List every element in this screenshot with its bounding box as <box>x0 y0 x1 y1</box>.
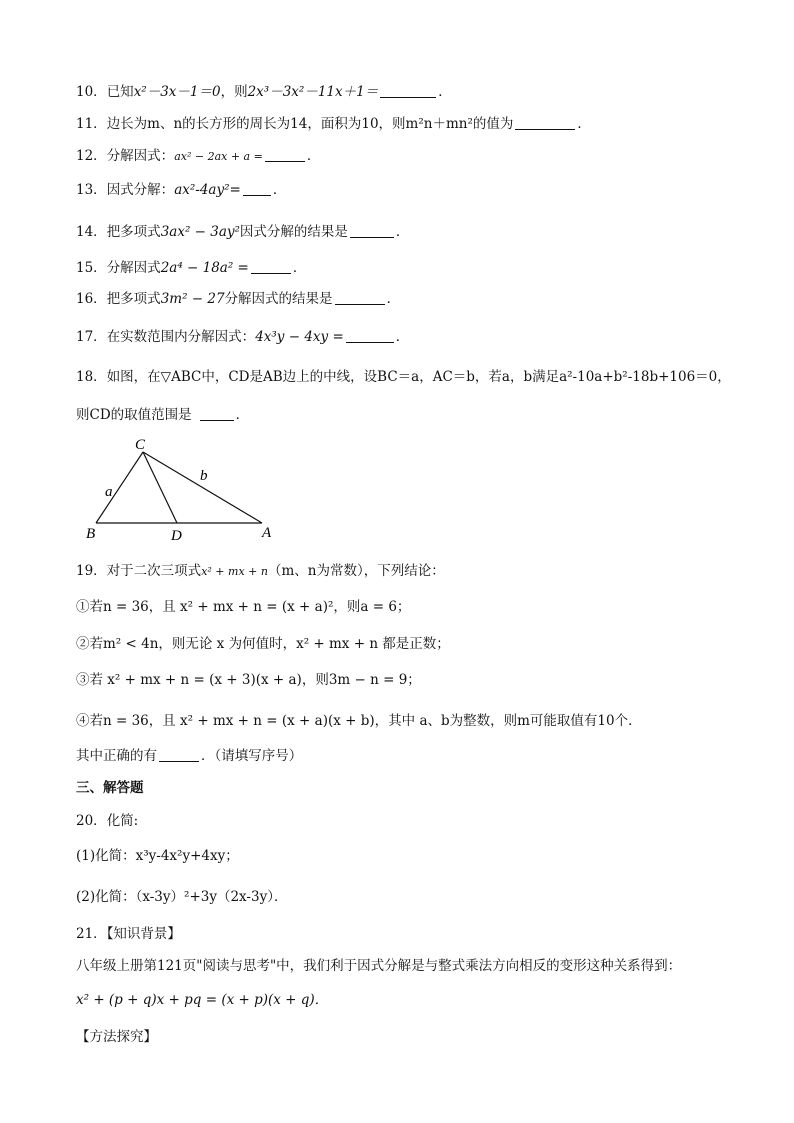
triangle-figure <box>80 434 280 546</box>
q10-expr1: x²－3x－1＝0 <box>133 84 221 100</box>
q16-answer-blank[interactable] <box>335 290 385 305</box>
label-b: B <box>86 526 96 542</box>
q12-number: 12． <box>76 148 107 164</box>
q18-number: 18． <box>76 369 107 385</box>
q12-text: 分解因式： <box>106 148 175 164</box>
q19-statement-3: ③若 x² + mx + n = (x + 3)(x + a)，则3m − n = 9； <box>76 672 421 688</box>
label-side-a: a <box>105 484 113 500</box>
q14-expr: 3ax² − 3ay² <box>160 224 240 240</box>
question-10 <box>76 82 754 102</box>
q19-statement-4: ④若n = 36，且 x² + mx + n = (x + a)(x + b)，其中 a、b为整数，则m可能取值有10个． <box>76 713 642 729</box>
q17-number: 17． <box>76 329 107 345</box>
section-3-heading: 三、解答题 <box>76 780 144 796</box>
q18-line1: 如图，在▽ABC中，CD是AB边上的中线，设BC＝a，AC＝b，若a，b满足a²-10a+b²-18b+106＝0， <box>106 369 731 385</box>
question-11 <box>76 114 754 134</box>
q11-answer-blank[interactable] <box>515 115 575 130</box>
q20-part-1: (1)化简：x³y-4x²y+4xy； <box>76 848 239 864</box>
q21-formula-expr: x² + (p + q)x + pq = (x + p)(x + q)． <box>76 992 329 1008</box>
question-20 <box>76 811 754 831</box>
question-18-line2 <box>76 405 754 425</box>
question-15 <box>76 258 754 278</box>
q19-answer-pre: 其中正确的有 <box>76 748 157 764</box>
q16-expr: 3m² − 27 <box>160 291 225 307</box>
q20-part-2: (2)化简：（x-3y）²+3y（2x-3y）． <box>76 889 288 905</box>
q17-expr: 4x³y − 4xy = <box>255 329 344 345</box>
q10-number: 10． <box>76 84 107 100</box>
q10-pre: 已知 <box>106 84 134 100</box>
q15-expr: 2a⁴ − 18a² = <box>160 260 249 276</box>
side-bc <box>96 452 143 523</box>
q12-end: ． <box>306 148 321 164</box>
question-14 <box>76 222 754 242</box>
label-a-vertex: A <box>262 525 272 541</box>
q10-answer-blank[interactable] <box>380 83 436 98</box>
q21-method-heading: 【方法探究】 <box>76 1029 157 1045</box>
q12-answer-blank[interactable] <box>265 147 305 162</box>
question-16 <box>76 289 754 309</box>
label-d: D <box>171 528 182 544</box>
q20-title: 化简: <box>106 813 139 829</box>
q16-number: 16． <box>76 291 107 307</box>
q21-number: 21． <box>76 926 107 942</box>
q15-number: 15． <box>76 260 107 276</box>
q19-statement-1: ①若n = 36，且 x² + mx + n = (x + a)²，则a = 6； <box>76 599 411 615</box>
q17-answer-blank[interactable] <box>346 328 394 343</box>
q14-post: 因式分解的结果是 <box>239 224 348 240</box>
question-17 <box>76 327 754 347</box>
q18-end: ． <box>235 407 250 423</box>
q21-background-heading: 【知识背景】 <box>106 926 181 942</box>
q11-number: 11． <box>76 116 107 132</box>
q19-answer-line <box>76 746 754 766</box>
q11-end: ． <box>577 116 591 132</box>
q16-pre: 把多项式 <box>106 291 161 307</box>
q18-line2: 则CD的取值范围是 <box>76 407 192 423</box>
question-21 <box>76 924 754 944</box>
q17-end: ． <box>395 329 410 345</box>
q16-end: ． <box>386 291 401 307</box>
question-12 <box>76 146 754 167</box>
q14-answer-blank[interactable] <box>350 223 394 238</box>
q15-text: 分解因式 <box>106 260 161 276</box>
q16-post: 分解因式的结果是 <box>224 291 333 307</box>
q13-answer-blank[interactable] <box>243 181 271 196</box>
q17-text: 在实数范围内分解因式： <box>106 329 256 345</box>
q19-intro: 对于二次三项式 <box>106 563 202 579</box>
label-c: C <box>135 437 146 453</box>
q21-text: 八年级上册第121页"阅读与思考"中，我们利于因式分解是与整式乘法方向相反的变形这种关系得到： <box>76 958 682 974</box>
question-19 <box>76 561 754 582</box>
question-18-line1 <box>76 367 754 387</box>
q14-pre: 把多项式 <box>106 224 161 240</box>
q15-answer-blank[interactable] <box>251 259 291 274</box>
q14-number: 14． <box>76 224 107 240</box>
q10-mid: ，则 <box>220 84 248 100</box>
q14-end: ． <box>395 224 410 240</box>
q19-intro-post: （m、n为常数），下列结论： <box>267 563 445 579</box>
side-ac <box>143 452 262 523</box>
q20-number: 20． <box>76 813 107 829</box>
q12-expr: ax² − 2ax + a = <box>174 150 263 163</box>
question-13 <box>76 180 754 200</box>
q19-answer-blank[interactable] <box>159 747 199 762</box>
q15-end: ． <box>292 260 307 276</box>
q13-text: 因式分解： <box>106 182 175 198</box>
q19-intro-expr: x² + mx + n <box>201 565 268 578</box>
q21-formula <box>76 990 754 1010</box>
q19-number: 19． <box>76 563 107 579</box>
q13-expr: ax²-4ay²= <box>174 182 241 198</box>
q19-statement-2: ②若m² < 4n，则无论 x 为何值时，x² + mx + n 都是正数； <box>76 636 450 652</box>
q13-end: ． <box>272 182 287 198</box>
q13-number: 13． <box>76 182 107 198</box>
q11-text: 边长为m、n的长方形的周长为14，面积为10，则m²n＋mn²的值为 <box>106 116 514 132</box>
q10-expr2: 2x³－3x²－11x＋1＝ <box>247 84 379 100</box>
q10-end: ． <box>438 84 452 100</box>
q19-answer-post: ．（请填写序号） <box>201 748 303 764</box>
q18-answer-blank[interactable] <box>200 406 234 421</box>
label-side-b: b <box>200 468 208 484</box>
